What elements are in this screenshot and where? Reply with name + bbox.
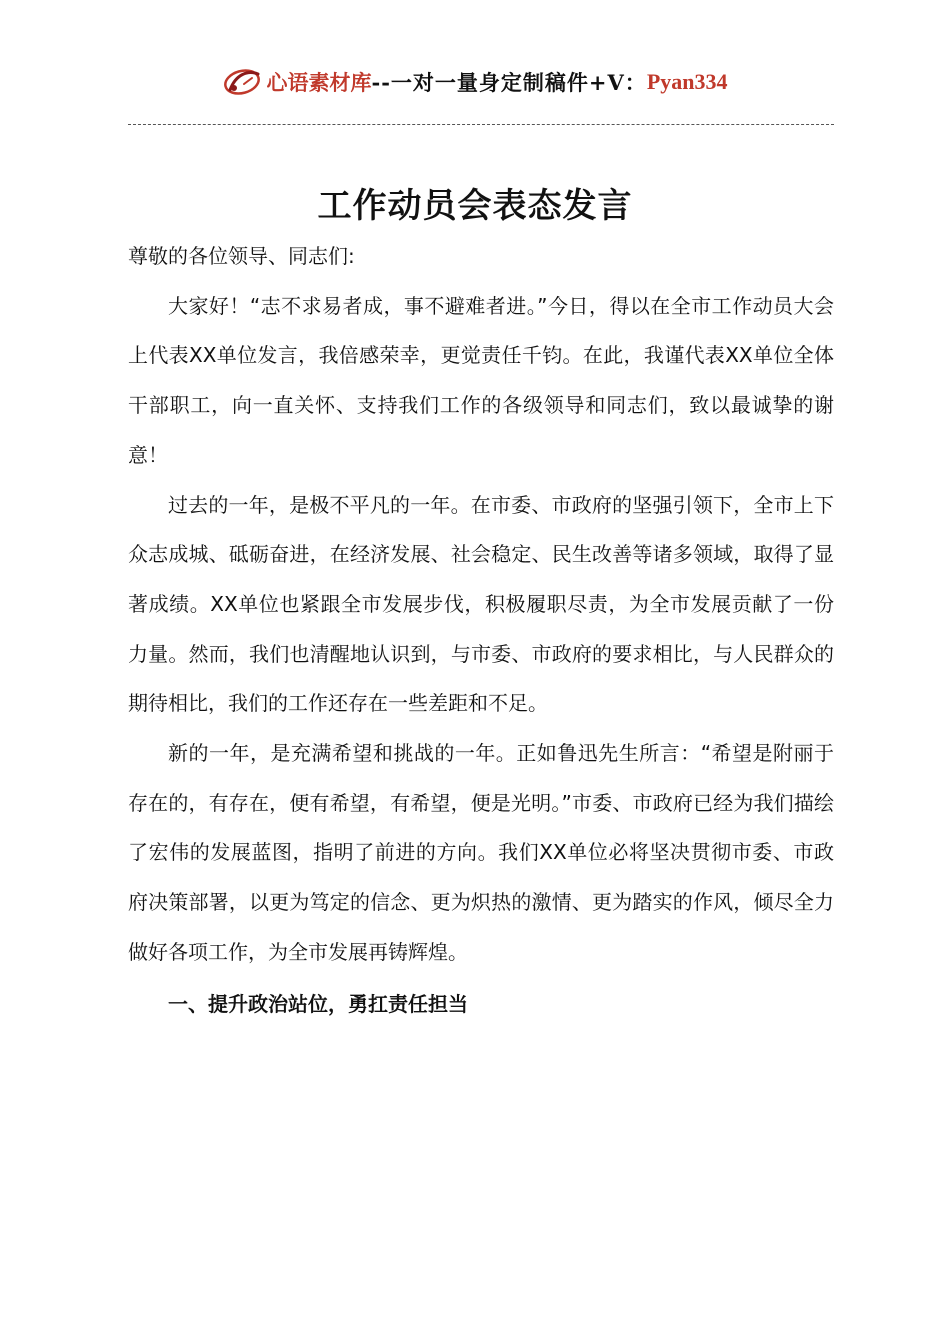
paragraph-1: 大家好！“志不求易者成，事不避难者进。”今日，得以在全市工作动员大会上代表XX单位发言，我倍感荣幸，更觉责任千钧。在此，我谨代表XX单位全体干部职工，向一直关怀、支持我们工作的各级领导和同志们，致以最诚挚的谢意！	[128, 293, 834, 467]
brand-tagline: --一对一量身定制稿件+V：	[371, 70, 647, 95]
section-heading-1: 一、提升政治站位，勇扛责任担当	[168, 991, 468, 1016]
header-divider	[128, 124, 834, 125]
salutation: 尊敬的各位领导、同志们:	[128, 244, 355, 268]
brush-logo-icon	[222, 64, 264, 100]
header-banner	[222, 64, 727, 100]
page-header	[0, 60, 950, 104]
document-body	[128, 232, 834, 1029]
paragraph-2: 过去的一年，是极不平凡的一年。在市委、市政府的坚强引领下，全市上下众志成城、砥砺奋进，在经济发展、社会稳定、民生改善等诸多领域，取得了显著成绩。XX单位也紧跟全市发展步伐，积极履职尽责，为全市发展贡献了一份力量。然而，我们也清醒地认识到，与市委、市政府的要求相比，与人民群众的期待相比，我们的工作还存在一些差距和不足。	[128, 492, 834, 716]
paragraph-3: 新的一年，是充满希望和挑战的一年。正如鲁迅先生所言：“希望是附丽于存在的，有存在，便有希望，有希望，便是光明。”市委、市政府已经为我们描绘了宏伟的发展蓝图，指明了前进的方向。我们XX单位必将坚决贯彻市委、市政府决策部署，以更为笃定的信念、更为炽热的激情、更为踏实的作风，倾尽全力做好各项工作，为全市发展再铸辉煌。	[128, 741, 834, 964]
document-title: 工作动员会表态发言	[317, 186, 633, 226]
contact-id: Pyan334	[646, 69, 728, 94]
brand-name: 心语素材库	[266, 70, 372, 95]
